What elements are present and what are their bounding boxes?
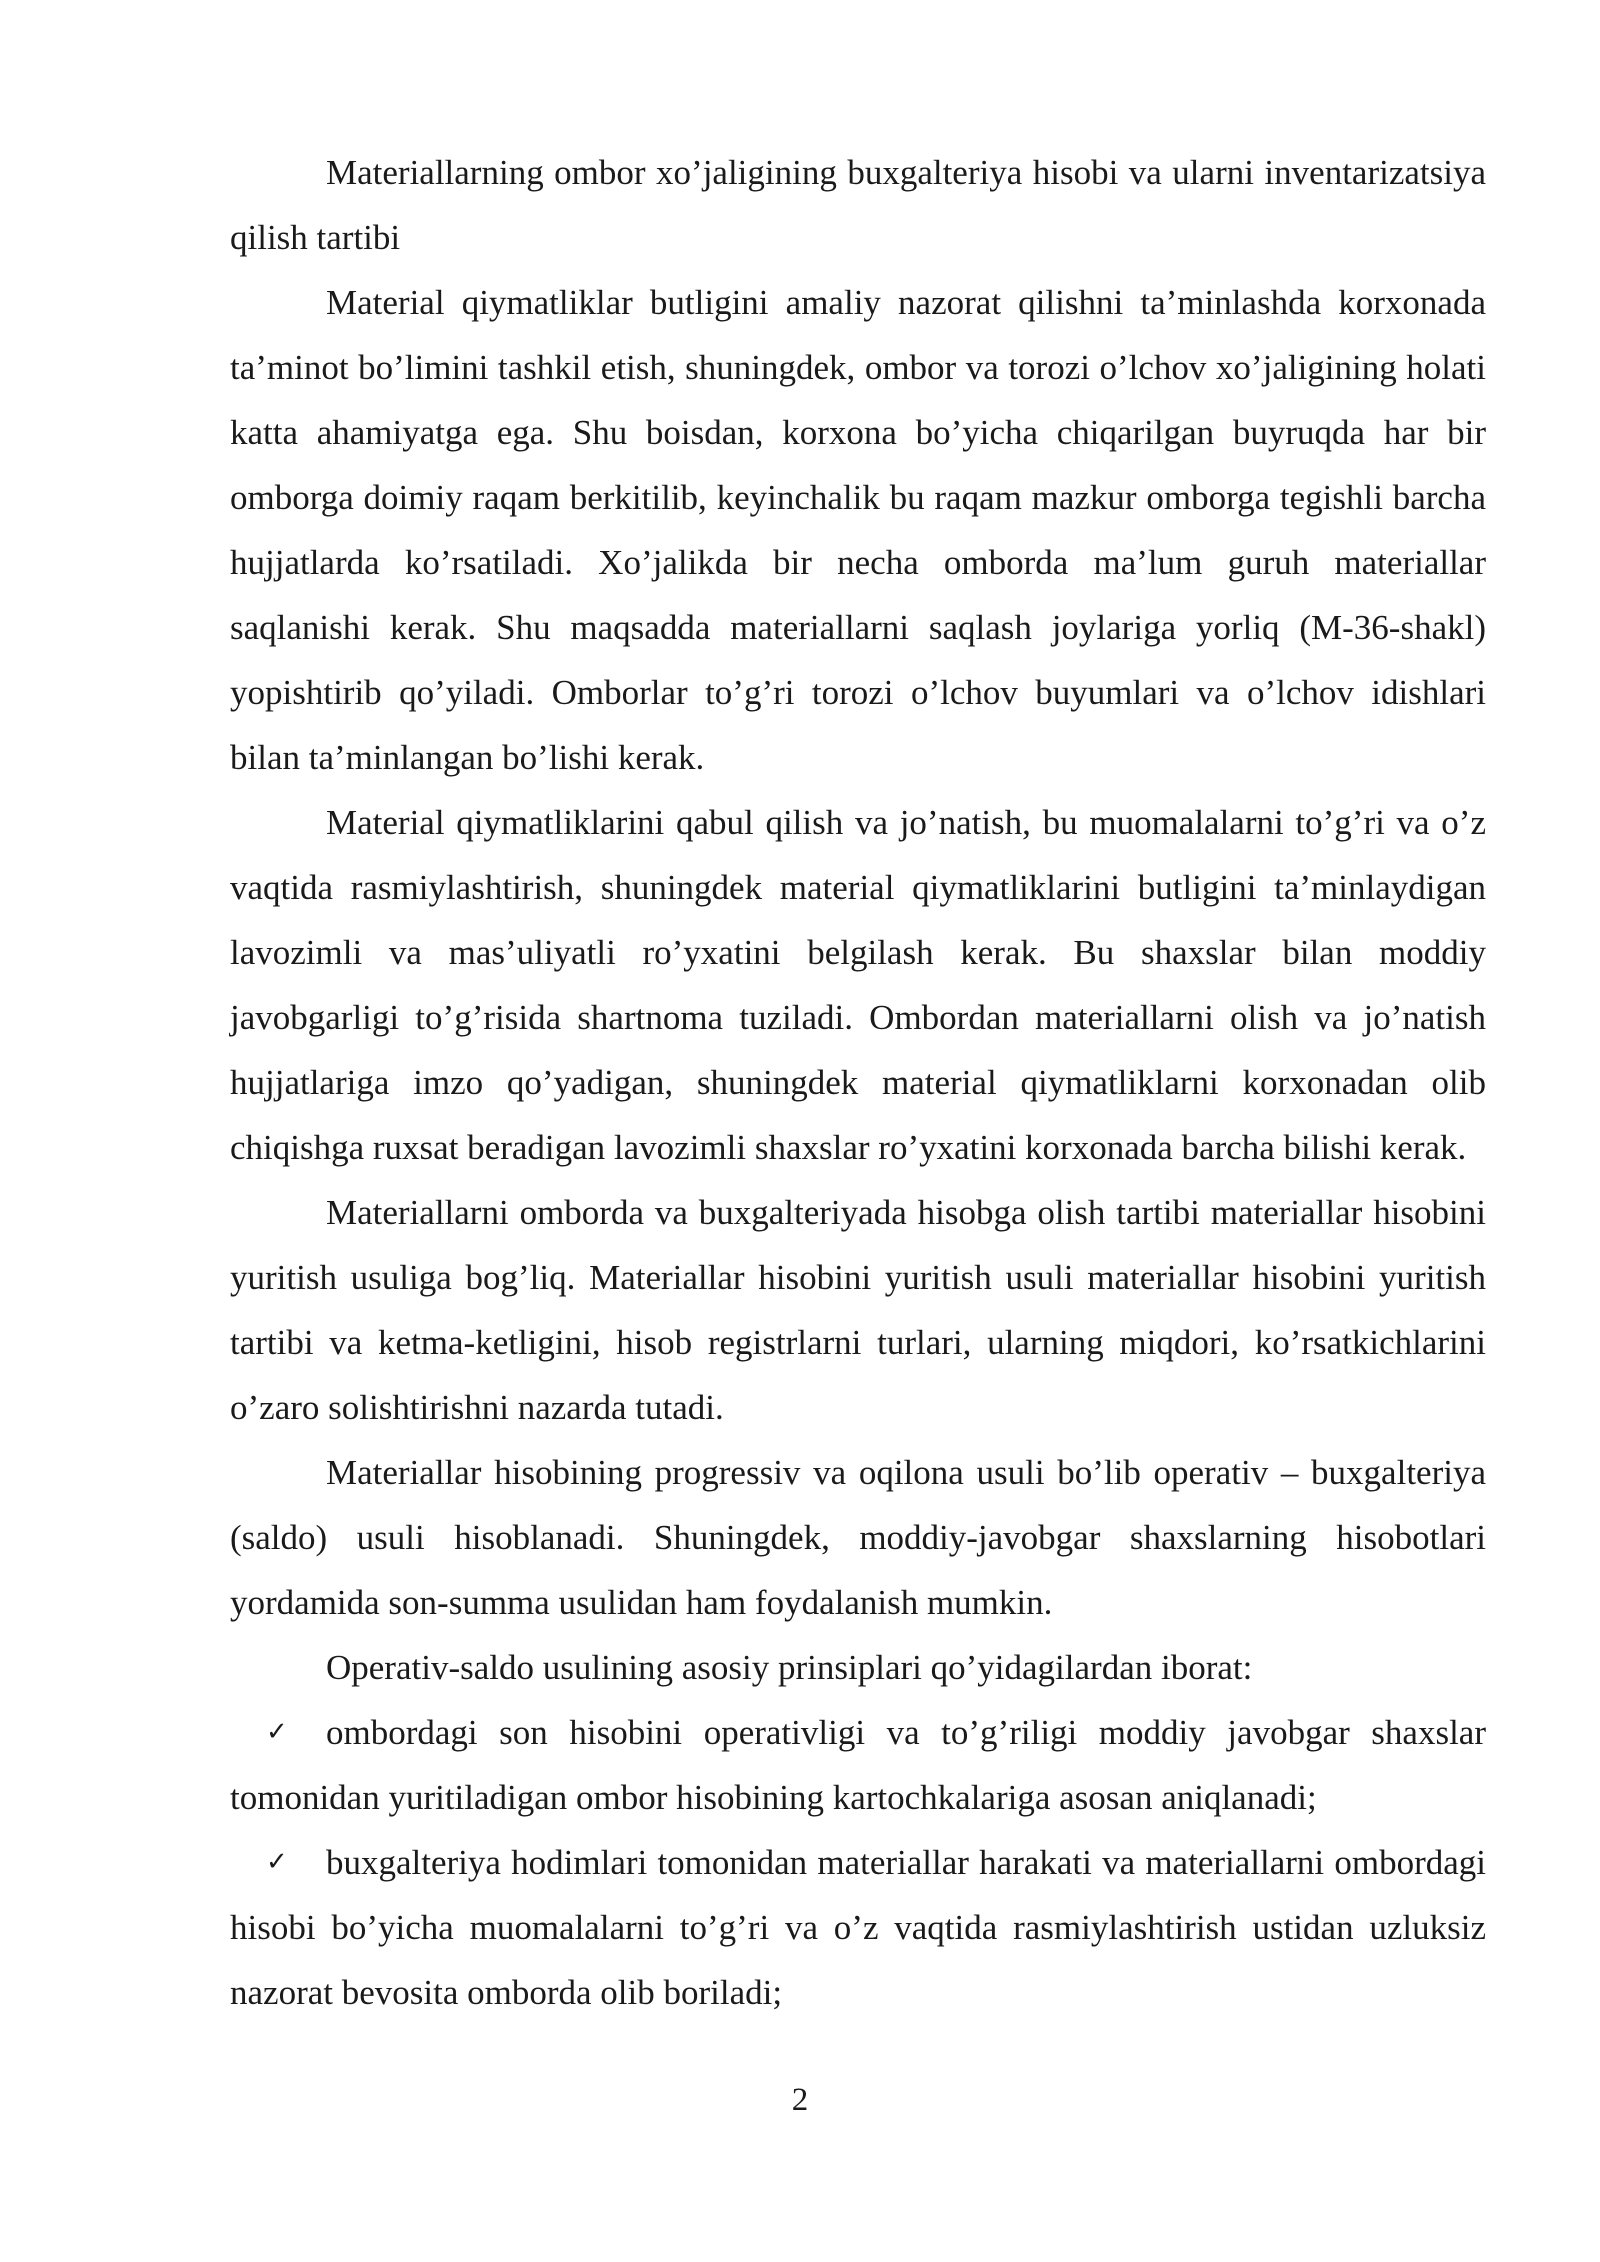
document-page (230, 140, 1486, 2025)
body-paragraph: Material qiymatliklarini qabul qilish va jo’natish, bu muomalalarni to’g’ri va o’z vaqtida rasmiylashtirish, shuningdek material qiymatliklarini butligini ta’minlaydigan lavozimli va mas’uliyatli ro’yxatini belgilash kerak. Bu shaxslar bilan moddiy javobgarligi to’g’risida shartnoma tuziladi. Ombordan materiallarni olish va jo’natish hujjatlariga imzo qo’yadigan, shuningdek material qiymatliklarni korxonadan olib chiqishga ruxsat beradigan lavozimli shaxslar ro’yxatini korxonada barcha bilishi kerak. (230, 803, 1486, 1167)
section-heading-paragraph: Materiallarning ombor xo’jaligining buxgalteriya hisobi va ularni inventarizatsiya qilish tartibi (230, 153, 1486, 257)
checkmark-icon: ✓ (266, 1717, 288, 1747)
list-item-text: ombordagi son hisobini operativligi va to’g’riligi moddiy javobgar shaxslar tomonidan yuritiladigan ombor hisobining kartochkalariga asosan aniqlanadi; (230, 1713, 1486, 1817)
list-item-text: buxgalteriya hodimlari tomonidan materiallar harakati va materiallarni ombordagi hisobi bo’yicha muomalalarni to’g’ri va o’z vaqtida rasmiylashtirish ustidan uzluksiz nazorat bevosita omborda olib boriladi; (230, 1843, 1486, 2012)
checkmark-list-item (230, 1830, 1486, 2025)
checkmark-list-item (230, 1700, 1486, 1830)
page-number: 2 (791, 2082, 809, 2118)
list-intro-paragraph: Operativ-saldo usulining asosiy prinsiplari qo’yidagilardan iborat: (326, 1648, 1253, 1687)
body-paragraph: Materiallarni omborda va buxgalteriyada hisobga olish tartibi materiallar hisobini yuritish usuliga bog’liq. Materiallar hisobini yuritish usuli materiallar hisobini yuritish tartibi va ketma-ketligini, hisob registrlarni turlari, ularning miqdori, ko’rsatkichlarini o’zaro solishtirishni nazarda tutadi. (230, 1193, 1486, 1427)
body-paragraph: Material qiymatliklar butligini amaliy nazorat qilishni ta’minlashda korxonada ta’minot bo’limini tashkil etish, shuningdek, ombor va torozi o’lchov xo’jaligining holati katta ahamiyatga ega. Shu boisdan, korxona bo’yicha chiqarilgan buyruqda har bir omborga doimiy raqam berkitilib, keyinchalik bu raqam mazkur omborga tegishli barcha hujjatlarda ko’rsatiladi. Xo’jalikda bir necha omborda ma’lum guruh materiallar saqlanishi kerak. Shu maqsadda materiallarni saqlash joylariga yorliq (M-36-shakl) yopishtirib qo’yiladi. Omborlar to’g’ri torozi o’lchov buyumlari va o’lchov idishlari bilan ta’minlangan bo’lishi kerak. (230, 283, 1486, 777)
checkmark-icon: ✓ (266, 1847, 288, 1877)
body-paragraph: Materiallar hisobining progressiv va oqilona usuli bo’lib operativ – buxgalteriya (saldo) usuli hisoblanadi. Shuningdek, moddiy-javobgar shaxslarning hisobotlari yordamida son-summa usulidan ham foydalanish mumkin. (230, 1453, 1486, 1622)
